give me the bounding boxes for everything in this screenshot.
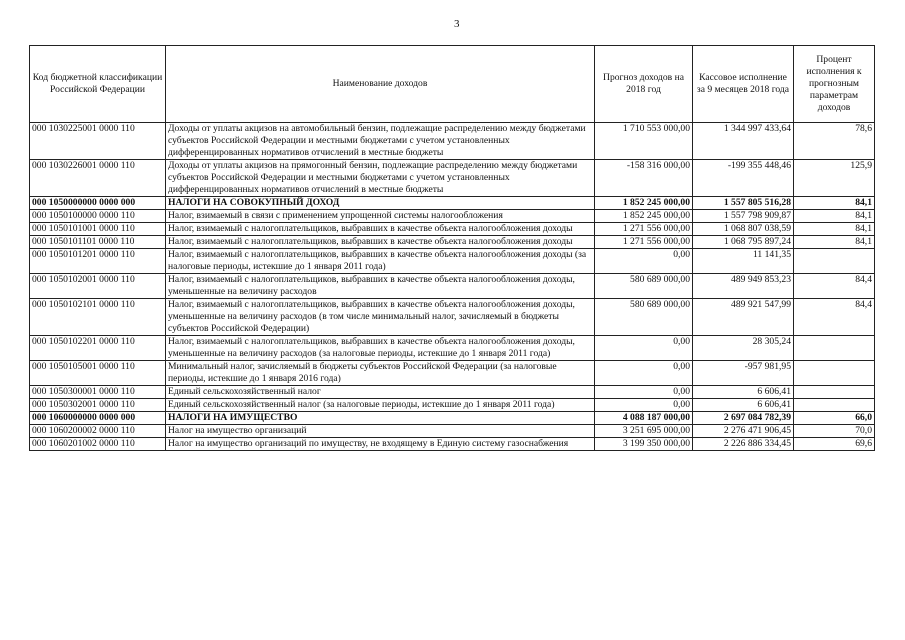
row-name: Налог, взимаемый с налогоплательщиков, выбравших в качестве объекта налогообложения доходы, уменьшенные на величину расходов (в том числе минимальный налог, зачисляемый в бюджеты субъектов Российской Федерации) (166, 299, 595, 336)
row-name: Налог, взимаемый с налогоплательщиков, выбравших в качестве объекта налогообложения доходы (за налоговые периоды, истекшие до 1 января 2011 года) (166, 249, 595, 274)
row-forecast: 580 689 000,00 (595, 299, 693, 336)
table-row (30, 399, 875, 412)
row-code: 000 1050300001 0000 110 (30, 386, 166, 399)
row-forecast: 0,00 (595, 386, 693, 399)
table-row (30, 336, 875, 361)
row-percent (794, 399, 875, 412)
row-executed: 2 276 471 906,45 (693, 425, 794, 438)
row-forecast: 1 271 556 000,00 (595, 236, 693, 249)
row-forecast: 1 710 553 000,00 (595, 123, 693, 160)
row-executed: 1 344 997 433,64 (693, 123, 794, 160)
row-code: 000 1050302001 0000 110 (30, 399, 166, 412)
row-percent: 84,1 (794, 236, 875, 249)
header-code: Код бюджетной классификации Российской Федерации (30, 46, 166, 123)
row-name: Налог на имущество организаций по имуществу, не входящему в Единую систему газоснабжения (166, 438, 595, 451)
header-name: Наименование доходов (166, 46, 595, 123)
table-row (30, 210, 875, 223)
row-name: Налог, взимаемый в связи с применением упрощенной системы налогообложения (166, 210, 595, 223)
row-percent: 84,4 (794, 299, 875, 336)
row-forecast: 0,00 (595, 399, 693, 412)
table-row (30, 412, 875, 425)
row-executed: 2 226 886 334,45 (693, 438, 794, 451)
row-forecast: 0,00 (595, 361, 693, 386)
row-forecast: 1 852 245 000,00 (595, 197, 693, 210)
header-percent: Процент исполнения к прогнозным параметрам доходов (794, 46, 875, 123)
row-forecast: 3 199 350 000,00 (595, 438, 693, 451)
row-executed: 28 305,24 (693, 336, 794, 361)
row-percent (794, 361, 875, 386)
table-row (30, 197, 875, 210)
table-row (30, 223, 875, 236)
row-name: Налог, взимаемый с налогоплательщиков, выбравших в качестве объекта налогообложения доходы, уменьшенные на величину расходов (за налоговые периоды, истекшие до 1 января 2011 года) (166, 336, 595, 361)
row-forecast: -158 316 000,00 (595, 160, 693, 197)
row-executed: 1 557 798 909,87 (693, 210, 794, 223)
table-row (30, 299, 875, 336)
row-name: Налог, взимаемый с налогоплательщиков, выбравших в качестве объекта налогообложения доходы (166, 236, 595, 249)
row-name: Налог, взимаемый с налогоплательщиков, выбравших в качестве объекта налогообложения доходы (166, 223, 595, 236)
row-percent: 69,6 (794, 438, 875, 451)
row-code: 000 1050101201 0000 110 (30, 249, 166, 274)
budget-revenue-table (29, 45, 875, 451)
page-number: 3 (454, 18, 460, 30)
table-row (30, 274, 875, 299)
row-name: Единый сельскохозяйственный налог (166, 386, 595, 399)
row-executed: -957 981,95 (693, 361, 794, 386)
row-percent (794, 249, 875, 274)
row-executed: 489 921 547,99 (693, 299, 794, 336)
row-forecast: 4 088 187 000,00 (595, 412, 693, 425)
row-executed: 1 068 795 897,24 (693, 236, 794, 249)
row-name: НАЛОГИ НА ИМУЩЕСТВО (166, 412, 595, 425)
row-percent: 84,1 (794, 223, 875, 236)
row-code: 000 1050102101 0000 110 (30, 299, 166, 336)
row-executed: 489 949 853,23 (693, 274, 794, 299)
row-name: Налог на имущество организаций (166, 425, 595, 438)
row-code: 000 1060200002 0000 110 (30, 425, 166, 438)
row-percent: 125,9 (794, 160, 875, 197)
row-code: 000 1050100000 0000 110 (30, 210, 166, 223)
row-forecast: 3 251 695 000,00 (595, 425, 693, 438)
row-forecast: 1 852 245 000,00 (595, 210, 693, 223)
row-code: 000 1050102201 0000 110 (30, 336, 166, 361)
row-executed: 6 606,41 (693, 386, 794, 399)
header-forecast: Прогноз доходов на 2018 год (595, 46, 693, 123)
table-row (30, 386, 875, 399)
row-forecast: 0,00 (595, 249, 693, 274)
row-code: 000 1030226001 0000 110 (30, 160, 166, 197)
row-executed: 11 141,35 (693, 249, 794, 274)
row-code: 000 1060201002 0000 110 (30, 438, 166, 451)
row-name: НАЛОГИ НА СОВОКУПНЫЙ ДОХОД (166, 197, 595, 210)
row-executed: 6 606,41 (693, 399, 794, 412)
row-executed: 1 068 807 038,59 (693, 223, 794, 236)
row-name: Единый сельскохозяйственный налог (за налоговые периоды, истекшие до 1 января 2011 года) (166, 399, 595, 412)
row-percent: 78,6 (794, 123, 875, 160)
table-row (30, 123, 875, 160)
row-name: Доходы от уплаты акцизов на автомобильный бензин, подлежащие распределению между бюджетами субъектов Российской Федерации и местными бюджетами с учетом установленных дифференцированных нормативов отчислений в местные бюджеты (166, 123, 595, 160)
row-code: 000 1050102001 0000 110 (30, 274, 166, 299)
row-code: 000 1030225001 0000 110 (30, 123, 166, 160)
row-forecast: 0,00 (595, 336, 693, 361)
table-row (30, 160, 875, 197)
row-code: 000 1060000000 0000 000 (30, 412, 166, 425)
table-row (30, 236, 875, 249)
row-executed: 2 697 084 782,39 (693, 412, 794, 425)
row-code: 000 1050101101 0000 110 (30, 236, 166, 249)
table-row (30, 361, 875, 386)
table-row (30, 425, 875, 438)
table-header-row (30, 46, 875, 123)
row-executed: 1 557 805 516,28 (693, 197, 794, 210)
row-percent: 70,0 (794, 425, 875, 438)
row-percent: 84,1 (794, 210, 875, 223)
row-executed: -199 355 448,46 (693, 160, 794, 197)
row-name: Налог, взимаемый с налогоплательщиков, выбравших в качестве объекта налогообложения доходы, уменьшенные на величину расходов (166, 274, 595, 299)
row-forecast: 1 271 556 000,00 (595, 223, 693, 236)
row-forecast: 580 689 000,00 (595, 274, 693, 299)
row-name: Доходы от уплаты акцизов на прямогонный бензин, подлежащие распределению между бюджетами субъектов Российской Федерации и местными бюджетами с учетом установленных дифференцированных нормативов отчислений в местные бюджеты (166, 160, 595, 197)
row-percent (794, 336, 875, 361)
row-code: 000 1050000000 0000 000 (30, 197, 166, 210)
header-executed: Кассовое исполнение за 9 месяцев 2018 года (693, 46, 794, 123)
row-code: 000 1050105001 0000 110 (30, 361, 166, 386)
table-row (30, 249, 875, 274)
row-percent: 84,1 (794, 197, 875, 210)
row-percent: 66,0 (794, 412, 875, 425)
table-row (30, 438, 875, 451)
row-percent (794, 386, 875, 399)
row-code: 000 1050101001 0000 110 (30, 223, 166, 236)
row-name: Минимальный налог, зачисляемый в бюджеты субъектов Российской Федерации (за налоговые периоды, истекшие до 1 января 2016 года) (166, 361, 595, 386)
row-percent: 84,4 (794, 274, 875, 299)
